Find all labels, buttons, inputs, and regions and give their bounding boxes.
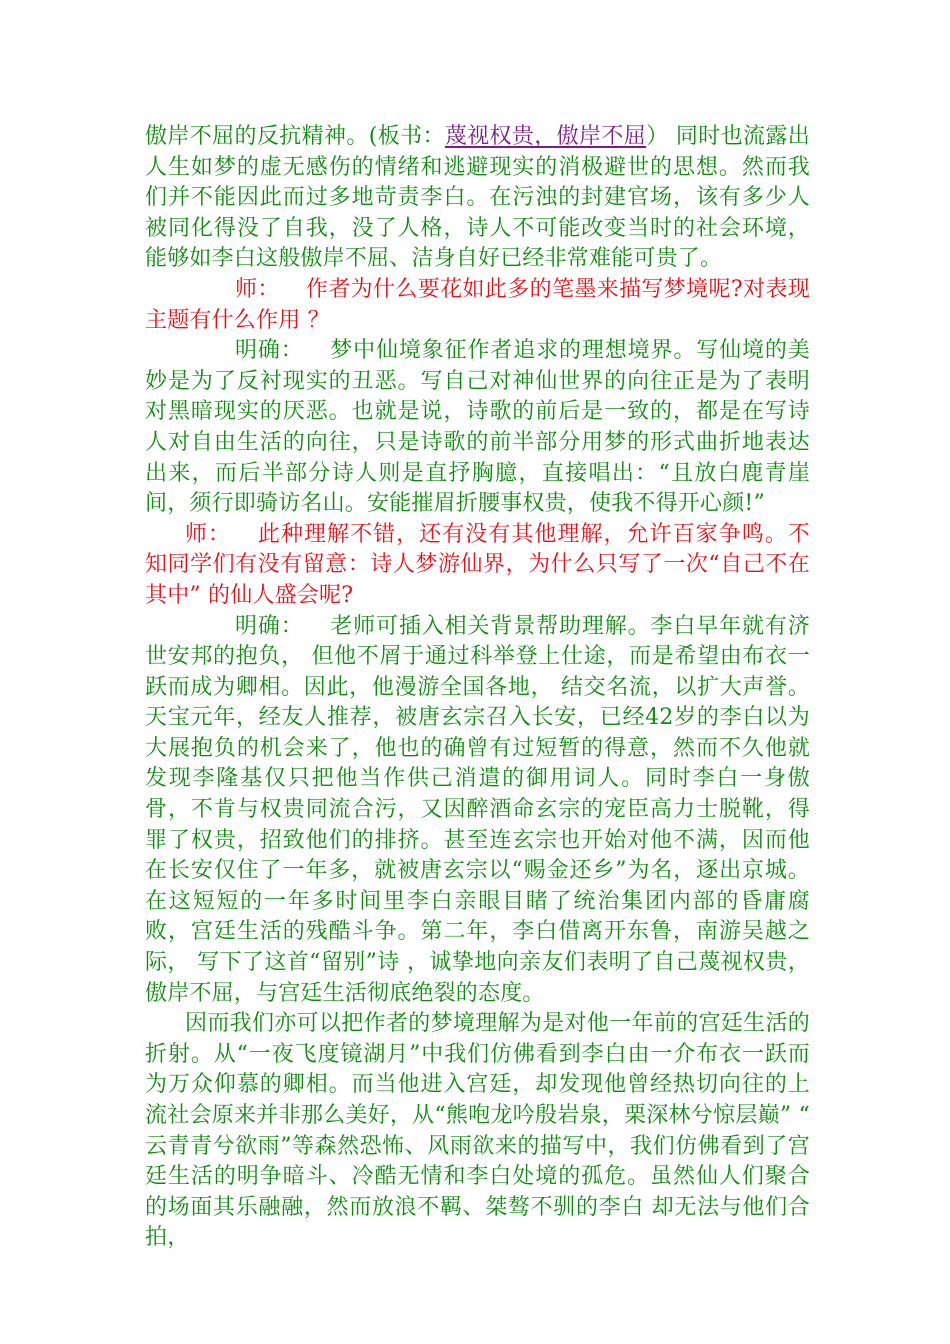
answer-1 xyxy=(145,336,810,520)
teacher-label: 师： xyxy=(185,521,232,547)
question-text: 此种理解不错，还有没有其他理解，允许百家争鸣。不知同学们有没有留意：诗人梦游仙界，为什么只写了一次“自己不在其中” 的仙人盛会呢? xyxy=(145,521,810,608)
final-text: 因而我们亦可以把作者的梦境理解为是对他一年前的宫廷生活的折射。从“一夜飞度镜湖月”中我们仿佛看到李白由一介布衣一跃而为万众仰慕的卿相。而当他进入宫廷，却发现他曾经热切向往的上流社会原来并非那么美好，从“熊咆龙吟殷岩泉，栗深林兮惊层巅” “ 云青青兮欲雨”等森然恐怖、风雨欲来的描写中，我们仿佛看到了宫廷生活的明争暗斗、冷酷无情和李白处境的孤危。虽然仙人们聚合的场面其乐融融，然而放浪不羁、桀骜不驯的李白 却无法与他们合拍， xyxy=(145,1011,810,1251)
intro-text-a: 傲岸不屈的反抗精神。(板书： xyxy=(145,124,445,149)
answer-label: 明确： xyxy=(235,338,304,364)
document-body xyxy=(145,122,810,1254)
paragraph-intro xyxy=(145,122,810,275)
board-note: 蔑视权贵，傲岸不屈 xyxy=(444,124,647,149)
answer-label: 明确： xyxy=(235,613,304,639)
answer-text: 梦中仙境象征作者追求的理想境界。写仙境的美妙是为了反衬现实的丑恶。写自己对神仙世界的向往正是为了表明对黑暗现实的厌恶。也就是说，诗歌的前后是一致的，都是在写诗人对自由生活的向往，只是诗歌的前半部分用梦的形式曲折地表达出来，而后半部分诗人则是直抒胸臆，直接唱出：“且放白鹿青崖间，须行即骑访名山。安能摧眉折腰事权贵，使我不得开心颜!” xyxy=(145,338,810,517)
teacher-question-1 xyxy=(145,275,810,336)
paragraph-final xyxy=(145,1009,810,1254)
answer-2 xyxy=(145,612,810,1010)
question-text: 作者为什么要花如此多的笔墨来描写梦境呢?对表现主题有什么作用 ？ xyxy=(145,276,810,333)
answer-text: 老师可插入相关背景帮助理解。李白早年就有济世安邦的抱负， 但他不屑于通过科举登上仕途，而是希望由布衣一跃而成为卿相。因此，他漫游全国各地， 结交名流，以扩大声誉。天宝元年，经友人推荐，被唐玄宗召入长安，已经42岁的李白以为大展抱负的机会来了，他也的确曾有过短暂的得意，然而不久他就发现李隆基仅只把他当作供己消遣的御用词人。同时李白一身傲骨，不肯与权贵同流合污，又因醉酒命玄宗的宠臣高力士脱靴，得罪了权贵，招致他们的排挤。甚至连玄宗也开始对他不满，因而他在长安仅住了一年多，就被唐玄宗以“赐金还乡”为名，逐出京城。在这短短的一年多时间里李白亲眼目睹了统治集团内部的昏庸腐败，宫廷生活的残酷斗争。第二年，李白借离开东鲁，南游吴越之际， 写下了这首“留别”诗 ，诚挚地向亲友们表明了自己蔑视权贵，傲岸不屈，与宫廷生活彻底绝裂的态度。 xyxy=(145,613,810,1006)
teacher-question-2 xyxy=(145,520,810,612)
intro-text-b: ） 同时也流露出人生如梦的虚无感伤的情绪和逃避现实的消极避世的思想。然而我们并不能因此而过多地苛责李白。在污浊的封建官场，该有多少人被同化得没了自我，没了人格，诗人不可能改变当时的社会环境，能够如李白这般傲岸不屈、洁身自好已经非常难能可贵了。 xyxy=(145,124,810,272)
teacher-label: 师： xyxy=(235,276,280,302)
